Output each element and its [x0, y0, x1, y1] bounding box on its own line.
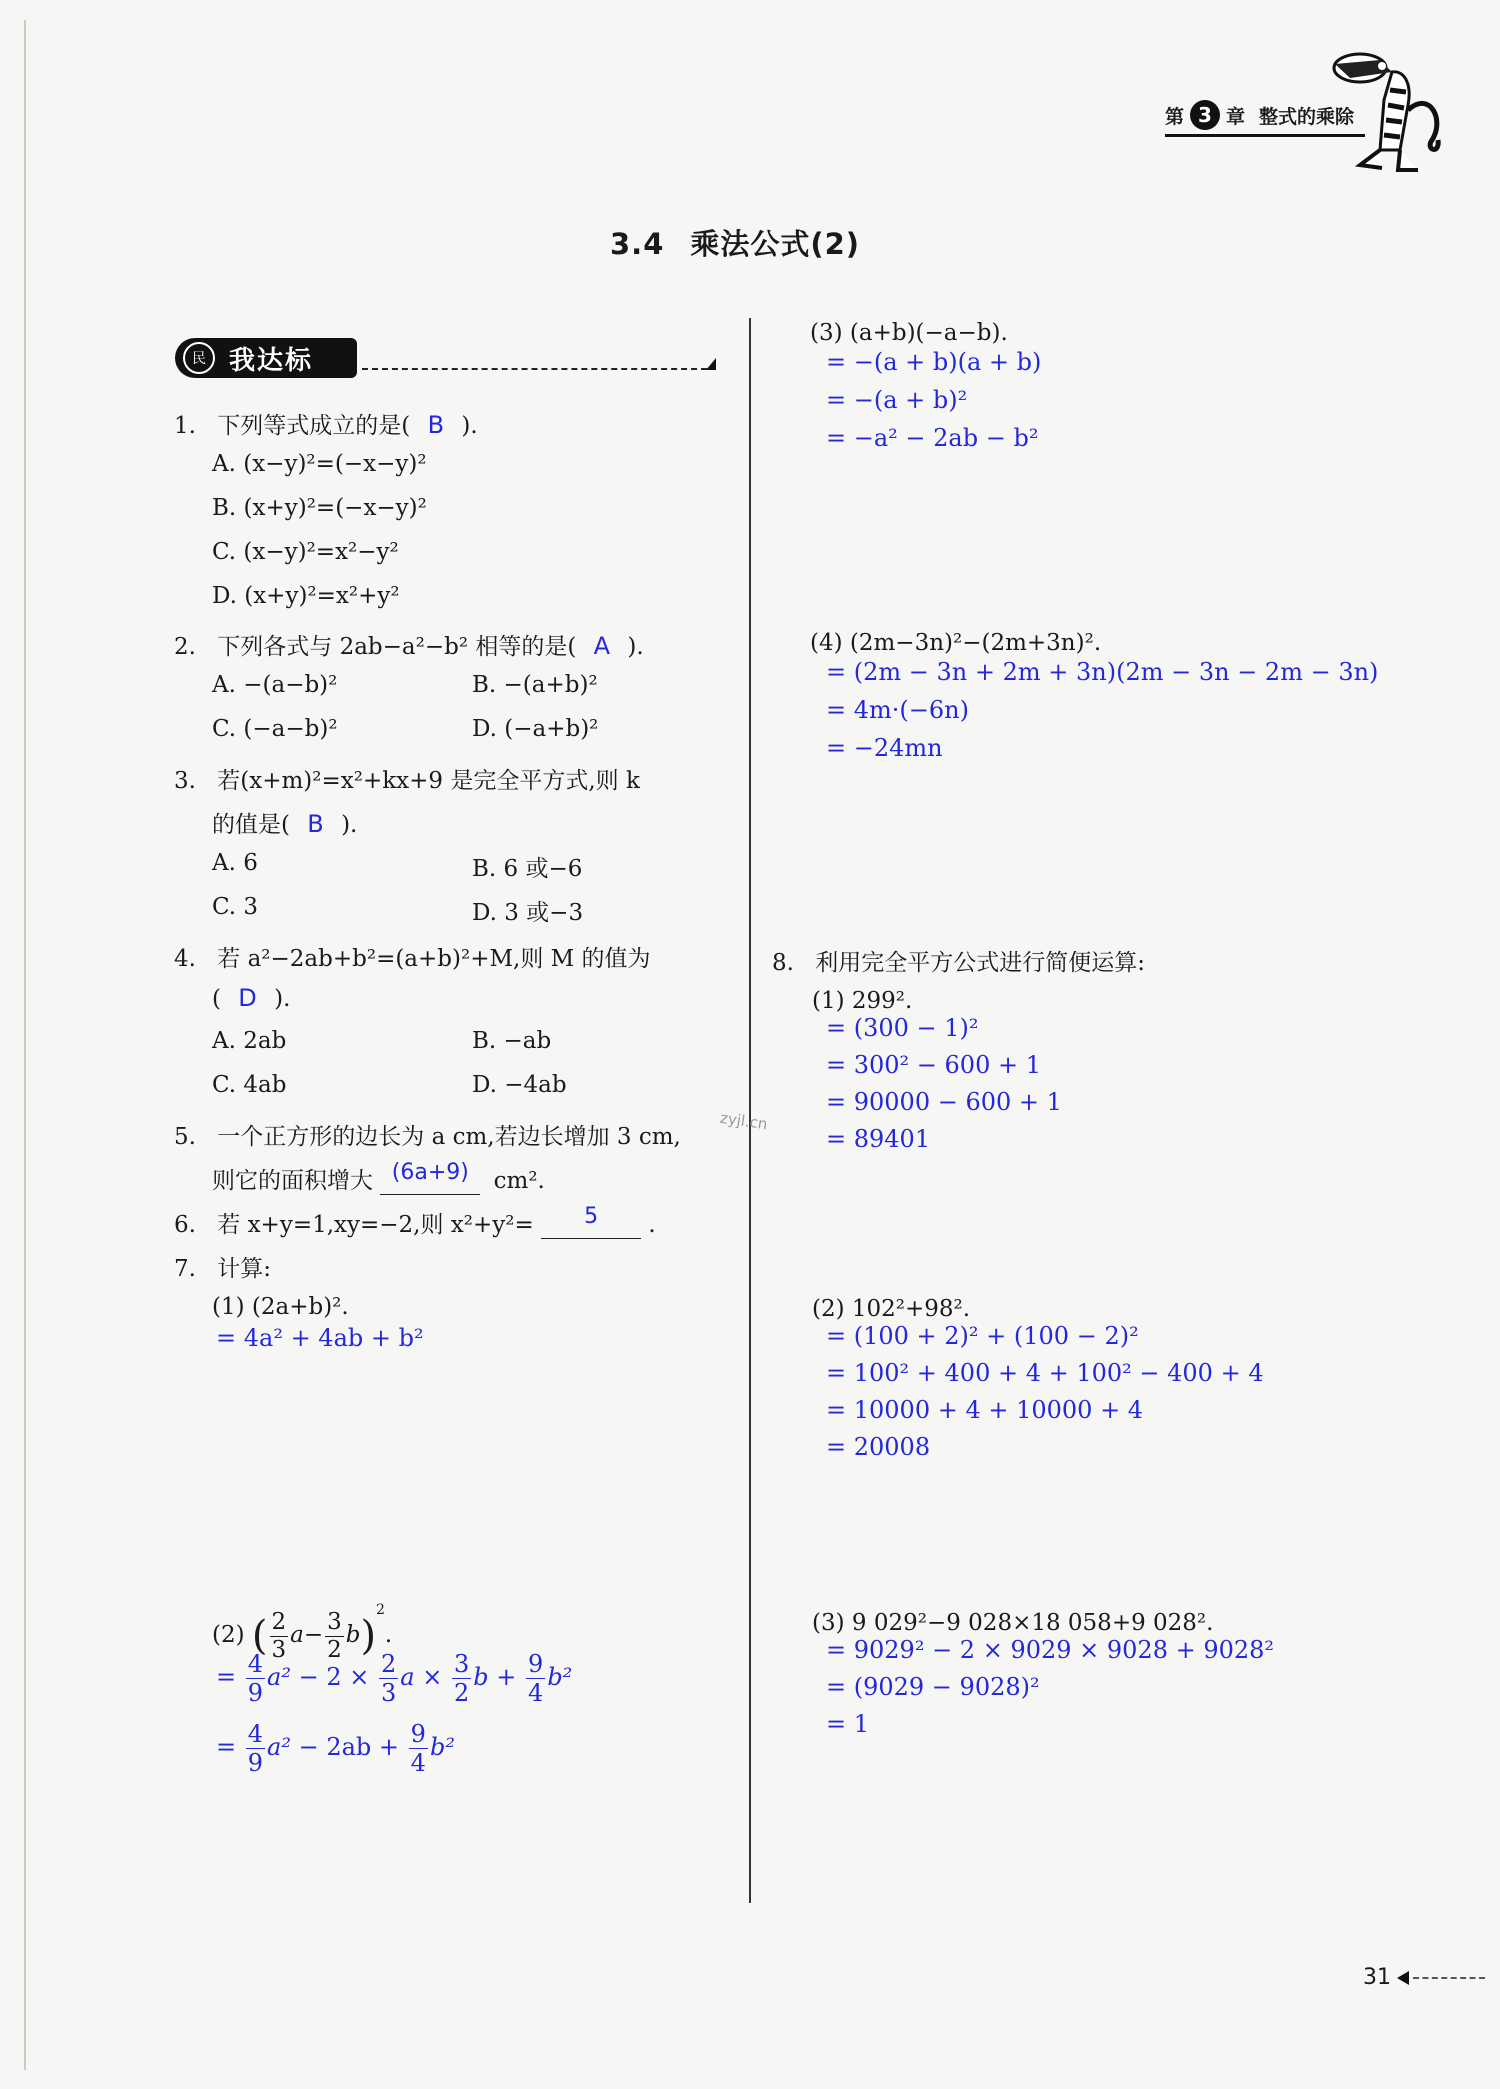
q8-p3-step3: = 1 [826, 1710, 870, 1738]
q3-stem-line2 [212, 806, 357, 839]
q8-p2-step1: = (100 + 2)² + (100 − 2)² [826, 1322, 1139, 1350]
q5-text: 一个正方形的边长为 a cm,若边长增加 3 cm, [217, 1124, 681, 1150]
q7-p2-frac-3-2: $\frac{3}{2}$ [327, 1608, 342, 1663]
section-badge [175, 338, 357, 378]
q2-option-a: A. −(a−b)² [212, 672, 338, 698]
q4-stem-line2 [212, 984, 290, 1012]
q5-text-end: cm². [493, 1168, 545, 1194]
q1-option-b: B. (x+y)²=(−x−y)² [212, 495, 427, 521]
q5-text-2: 则它的面积增大 [212, 1168, 373, 1194]
q8-p1-step3: = 90000 − 600 + 1 [826, 1088, 1062, 1116]
q1-option-c: C. (x−y)²=x²−y² [212, 539, 399, 565]
r4-label: (4) (2m−3n)²−(2m+3n)². [810, 630, 1102, 656]
q5-number: 5. [174, 1124, 196, 1150]
q7-p2-step1: = $\frac{4}{9}$ a² − 2 × $\frac{2}{3}$ a × $\frac{3}{2}$ b + $\frac{9}{4}$ b² [216, 1650, 573, 1707]
q8-p1-step2: = 300² − 600 + 1 [826, 1051, 1041, 1079]
q3-stem-line1 [174, 762, 640, 795]
triangle-marker-icon [706, 358, 716, 370]
q4-text-2: ( [212, 986, 221, 1012]
q4-text: 若 a²−2ab+b²=(a+b)²+M,则 M 的值为 [217, 946, 651, 972]
q6-answer: 5 [584, 1204, 599, 1229]
q4-stem-line1 [174, 940, 651, 973]
q6-blank [541, 1204, 641, 1239]
r4-step2: = 4m·(−6n) [826, 696, 969, 724]
q1-option-a: A. (x−y)²=(−x−y)² [212, 451, 427, 477]
q8-p3-label: (3) 9 029²−9 028×18 058+9 028². [812, 1610, 1214, 1636]
q5-stem-line2 [212, 1162, 545, 1195]
tiger-mascot-icon [1320, 30, 1450, 180]
r4-step1: = (2m − 3n + 2m + 3n)(2m − 3n − 2m − 3n) [826, 658, 1379, 686]
q8-p1-step4: = 89401 [826, 1125, 931, 1153]
watermark: zyjl.cn [718, 1108, 769, 1134]
q7-p2-number: (2) [212, 1622, 245, 1648]
q5-answer: (6a+9) [391, 1160, 469, 1185]
q6-stem [174, 1206, 656, 1239]
q7-text: 计算: [217, 1256, 272, 1282]
page-edge-rule [24, 20, 26, 2070]
q8-p2-step3: = 10000 + 4 + 10000 + 4 [826, 1396, 1144, 1424]
q1-stem [174, 407, 478, 440]
q1-number: 1. [174, 413, 196, 439]
page-number-text: 31 [1363, 1965, 1391, 1990]
q2-text-end: ). [627, 634, 644, 660]
q2-number: 2. [174, 634, 196, 660]
q6-number: 6. [174, 1212, 196, 1238]
r4-step3: = −24mn [826, 734, 943, 762]
q8-p1-step1: = (300 − 1)² [826, 1014, 979, 1042]
q3-option-d: D. 3 或−3 [472, 900, 584, 926]
q4-option-b: B. −ab [472, 1028, 552, 1054]
q8-p2-label: (2) 102²+98². [812, 1296, 971, 1322]
q8-p2-step4: = 20008 [826, 1433, 931, 1461]
lesson-name: 乘法公式(2) [690, 227, 861, 261]
q8-p3-step1: = 9029² − 2 × 9029 × 9028 + 9028² [826, 1636, 1275, 1664]
column-divider [749, 318, 751, 1903]
q1-text: 下列等式成立的是( [217, 413, 411, 439]
q2-option-d: D. (−a+b)² [472, 716, 599, 742]
page-arrow-icon [1397, 1971, 1409, 1985]
q3-answer: B [307, 810, 324, 838]
q4-answer: D [238, 984, 257, 1012]
page-dots [1413, 1977, 1485, 1979]
chapter-suffix: 章 [1226, 105, 1246, 128]
q3-text-2: 的值是( [212, 812, 290, 838]
q7-stem [174, 1250, 271, 1283]
q4-number: 4. [174, 946, 196, 972]
q8-p1-label: (1) 299². [812, 988, 913, 1014]
q7-number: 7. [174, 1256, 196, 1282]
q7-p2-frac-2-3: $\frac{2}{3}$ [271, 1608, 287, 1663]
q4-option-a: A. 2ab [212, 1028, 287, 1054]
section-label: 我达标 [229, 345, 314, 376]
q8-p3-step2: = (9029 − 9028)² [826, 1673, 1040, 1701]
q6-text-end: . [648, 1212, 656, 1238]
q4-option-d: D. −4ab [472, 1072, 567, 1098]
section-dashed-line [362, 368, 707, 370]
q8-p2-step2: = 100² + 400 + 4 + 100² − 400 + 4 [826, 1359, 1264, 1387]
page-number [1363, 1965, 1485, 1990]
q4-option-c: C. 4ab [212, 1072, 287, 1098]
chapter-title: 整式的乘除 [1259, 105, 1355, 128]
r3-label: (3) (a+b)(−a−b). [810, 320, 1008, 346]
q3-option-b: B. 6 或−6 [472, 856, 583, 882]
q3-option-a: A. 6 [212, 850, 258, 876]
q5-blank [380, 1160, 480, 1195]
q6-text: 若 x+y=1,xy=−2,则 x²+y²= [217, 1212, 534, 1238]
q2-option-c: C. (−a−b)² [212, 716, 338, 742]
q1-text-end: ). [461, 413, 478, 439]
q3-option-c: C. 3 [212, 894, 259, 920]
q2-text: 下列各式与 2ab−a²−b² 相等的是( [217, 634, 577, 660]
chapter-prefix: 第 [1165, 105, 1185, 128]
q3-text-end: ). [341, 812, 358, 838]
q7-p2-step2: = $\frac{4}{9}$ a² − 2ab + $\frac{9}{4}$ b² [216, 1720, 455, 1777]
badge-emblem-icon: 民 [183, 342, 215, 374]
q7-p1-step1: = 4a² + 4ab + b² [216, 1324, 424, 1352]
q7-p1-label: (1) (2a+b)². [212, 1294, 349, 1320]
q7-p2-label: (2) ( $\frac{2}{3}$ a− $\frac{3}{2}$ b)$^2$. [212, 1602, 393, 1663]
q3-number: 3. [174, 768, 196, 794]
q2-answer: A [593, 632, 611, 660]
lesson-number: 3.4 [610, 227, 665, 261]
r3-step2: = −(a + b)² [826, 386, 968, 414]
q2-stem [174, 628, 644, 661]
q4-text-end: ). [274, 986, 291, 1012]
q8-text: 利用完全平方公式进行简便运算: [815, 950, 1146, 976]
q8-number: 8. [772, 950, 794, 976]
q2-option-b: B. −(a+b)² [472, 672, 598, 698]
r3-step3: = −a² − 2ab − b² [826, 424, 1039, 452]
q8-stem [772, 944, 1145, 977]
q3-text: 若(x+m)²=x²+kx+9 是完全平方式,则 k [217, 768, 640, 794]
lesson-title [610, 222, 860, 263]
q1-option-d: D. (x+y)²=x²+y² [212, 583, 400, 609]
r3-step1: = −(a + b)(a + b) [826, 348, 1042, 376]
q5-stem-line1 [174, 1118, 681, 1151]
chapter-number: 3 [1190, 100, 1220, 130]
q1-answer: B [427, 411, 445, 439]
